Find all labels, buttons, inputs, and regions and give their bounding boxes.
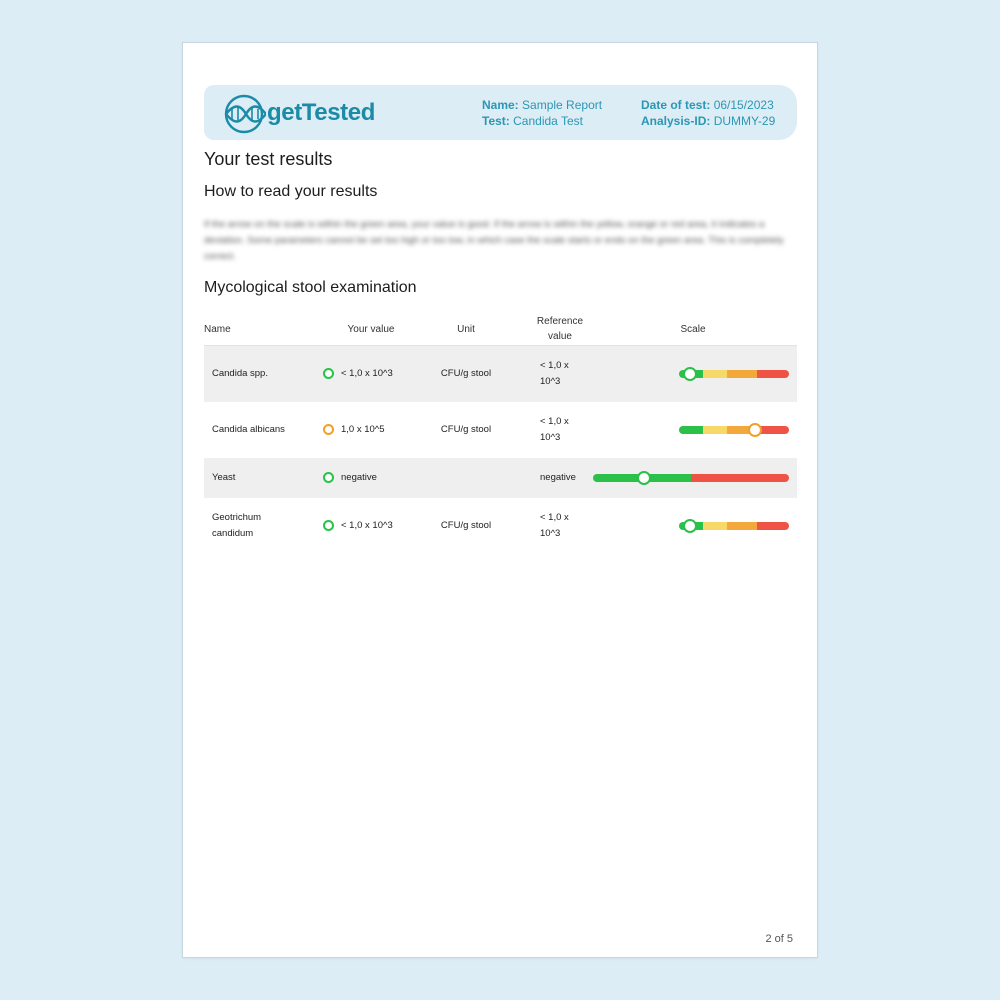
status-ring-icon [323, 520, 334, 531]
test-value: Candida Test [513, 114, 583, 128]
table-body [204, 346, 797, 554]
scale-bar [679, 426, 789, 434]
scale-marker [683, 519, 697, 533]
section-heading: Mycological stool examination [204, 279, 417, 296]
table-row [204, 346, 797, 402]
how-to-read-text: If the arrow on the scale is within the green area, your value is good. If the arrow is within the yellow, orange or red area, it indicates a deviation. Some parameters cannot be set too high or too low, in which case the scale starts or ends on the green area. This is completely correct. [204, 219, 784, 262]
row-value: < 1,0 x 10^3 [341, 368, 393, 379]
col-value: Your value [347, 324, 395, 335]
report-page [183, 43, 817, 957]
test-meta [641, 97, 775, 129]
row-name-line1: Yeast [212, 472, 236, 483]
row-name [212, 422, 285, 438]
scale-zone [691, 474, 789, 482]
row-reference-line1: negative [540, 472, 576, 483]
row-reference [540, 358, 569, 390]
row-name [212, 510, 261, 542]
row-reference-line1: < 1,0 x [540, 512, 569, 523]
scale-zone [757, 522, 789, 530]
col-reference-line1: Reference [536, 316, 584, 327]
scale-marker [748, 423, 762, 437]
table-row [204, 498, 797, 554]
status-ring-icon [323, 368, 334, 379]
gettested-logo [224, 94, 374, 134]
row-reference-line2: 10^3 [540, 528, 561, 539]
analysis-value: DUMMY-29 [713, 114, 776, 128]
row-reference-line2: 10^3 [540, 432, 561, 443]
scale-marker [637, 471, 651, 485]
col-name: Name [204, 324, 231, 335]
results-table [204, 311, 797, 554]
logo-wordmark: getTested [267, 99, 375, 126]
col-unit: Unit [457, 324, 475, 335]
row-reference-line1: < 1,0 x [540, 416, 569, 427]
name-value: Sample Report [522, 98, 603, 112]
test-label: Test: [482, 114, 510, 128]
row-name-line1: Candida spp. [212, 368, 268, 379]
scale-zone [757, 370, 789, 378]
scale-zone [703, 426, 727, 434]
col-scale: Scale [680, 324, 706, 335]
row-unit: CFU/g stool [440, 424, 492, 435]
page-title: Your test results [204, 149, 333, 169]
row-reference-line1: < 1,0 x [540, 360, 569, 371]
row-value: < 1,0 x 10^3 [341, 520, 393, 531]
report-header [204, 85, 797, 140]
col-reference-line2: value [548, 331, 572, 342]
row-name-line2: candidum [212, 528, 254, 539]
row-name [212, 366, 268, 382]
scale-zone [703, 522, 727, 530]
row-name-line1: Geotrichum [212, 512, 262, 523]
table-row [204, 458, 797, 498]
table-header [204, 311, 797, 346]
status-ring-icon [323, 424, 334, 435]
scale-bar [593, 474, 789, 482]
row-reference-line2: 10^3 [540, 376, 561, 387]
date-label: Date of test: [641, 98, 711, 112]
date-line [641, 97, 775, 113]
date-value: 06/15/2023 [713, 98, 774, 112]
scale-marker [683, 367, 697, 381]
row-unit: CFU/g stool [440, 368, 492, 379]
analysis-line [641, 113, 775, 129]
status-ring-icon [323, 472, 334, 483]
name-line [482, 97, 602, 113]
row-value: 1,0 x 10^5 [341, 424, 385, 435]
scale-zone [703, 370, 727, 378]
row-reference [540, 470, 576, 486]
scale-zone [679, 426, 703, 434]
scale-zone [727, 370, 757, 378]
page-number: 2 of 5 [765, 933, 793, 945]
row-value: negative [341, 472, 377, 483]
row-name-line1: Candida albicans [212, 424, 285, 435]
dna-helix-icon [224, 94, 266, 134]
row-reference [540, 414, 569, 446]
table-row [204, 402, 797, 458]
row-unit: CFU/g stool [440, 520, 492, 531]
how-to-read-heading: How to read your results [204, 183, 378, 200]
patient-meta [482, 97, 602, 129]
name-label: Name: [482, 98, 519, 112]
row-name [212, 470, 235, 486]
row-reference [540, 510, 569, 542]
analysis-label: Analysis-ID: [641, 114, 711, 128]
test-line [482, 113, 602, 129]
col-reference [522, 314, 598, 344]
scale-zone [727, 522, 757, 530]
